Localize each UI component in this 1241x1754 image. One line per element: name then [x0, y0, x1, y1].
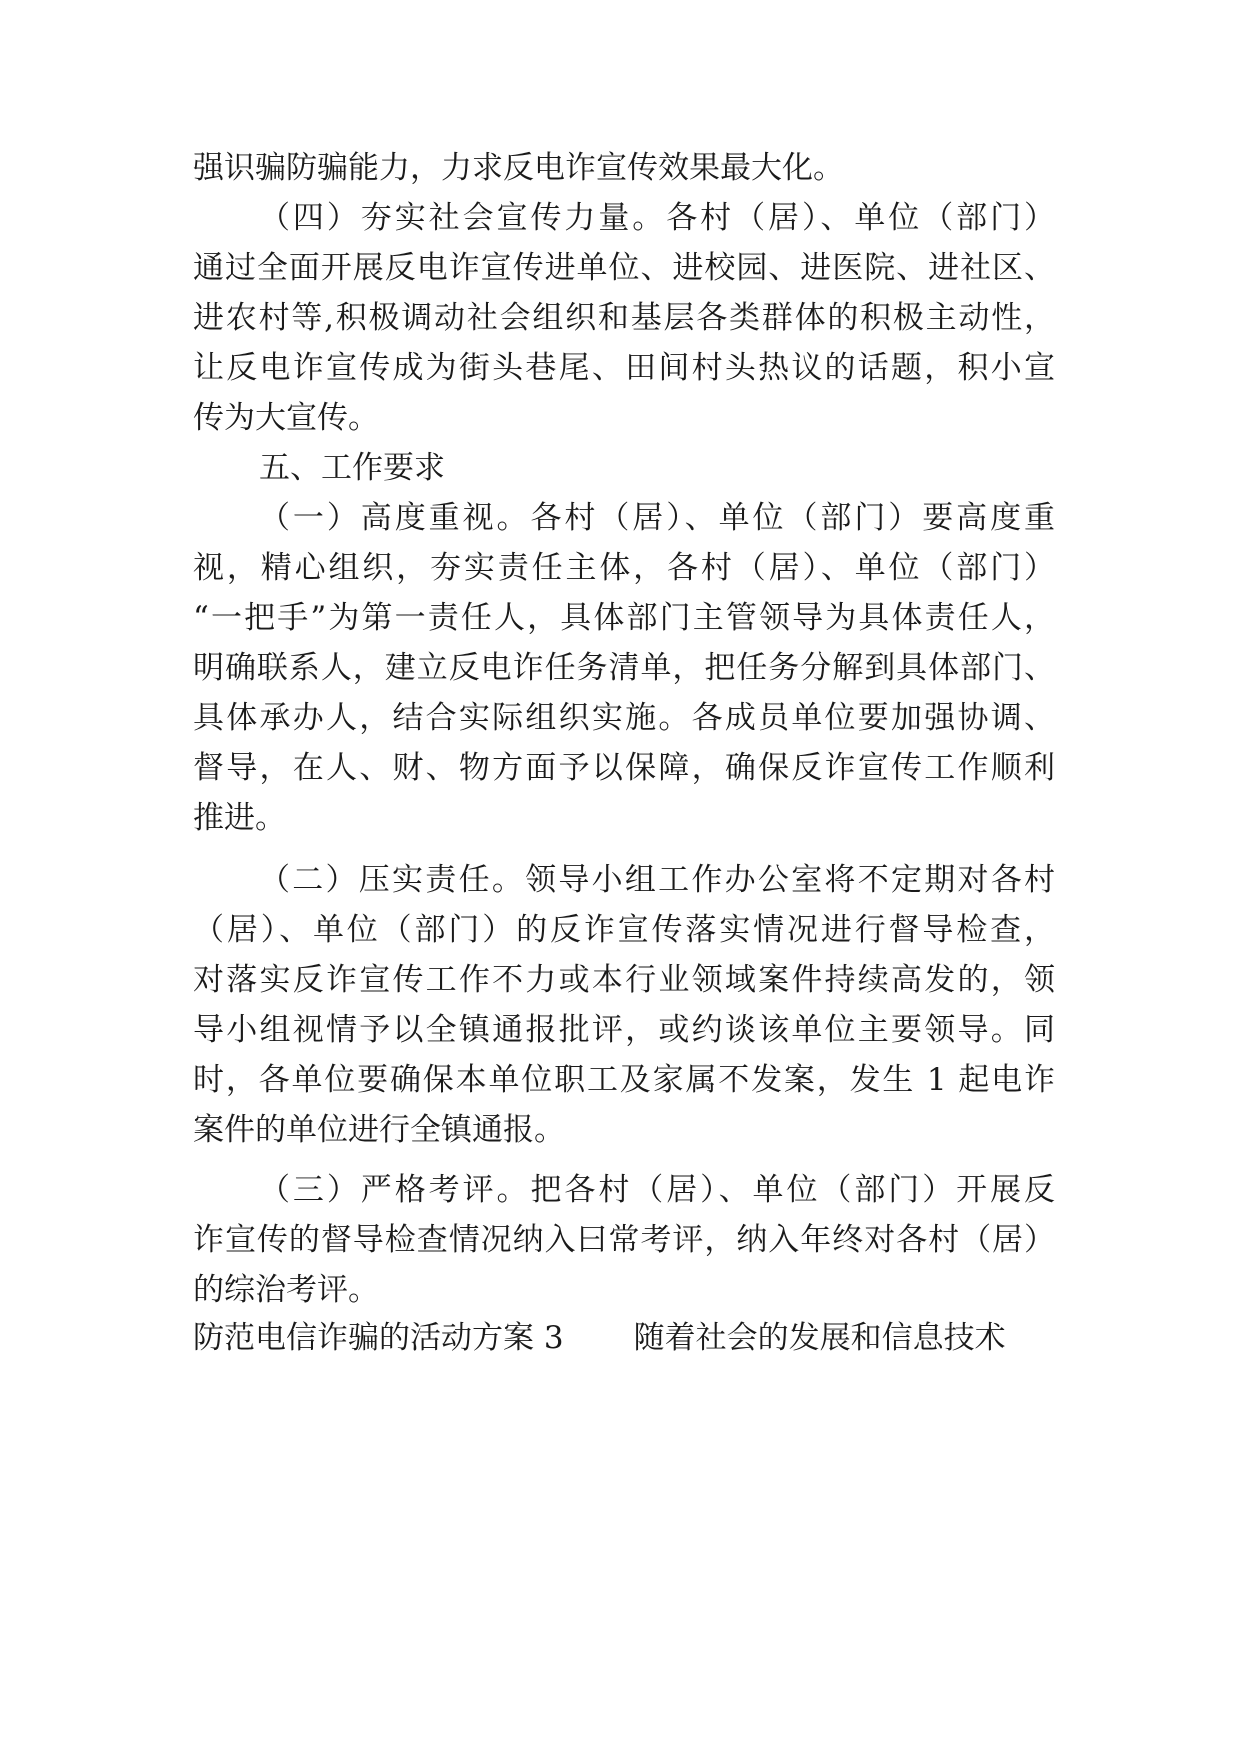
paragraph-line: 对落实反诈宣传工作不力或本行业领域案件持续高发的，领 — [193, 962, 1055, 998]
paragraph-line: 传为大宣传。 — [193, 400, 379, 436]
paragraph-line: 诈宣传的督导检查情况纳入曰常考评，纳入年终对各村（居） — [193, 1222, 1055, 1258]
next-document-title: 防范电信诈骗的活动方案 3 — [193, 1320, 564, 1356]
paragraph-line: 导小组视情予以全镇通报批评，或约谈该单位主要领导。同 — [193, 1012, 1055, 1048]
paragraph-line: 具体承办人，结合实际组织实施。各成员单位要加强协调、 — [193, 700, 1055, 736]
paragraph-line: （一）高度重视。各村（居）、单位（部门）要高度重 — [259, 500, 1055, 536]
paragraph-line: 的综治考评。 — [193, 1272, 379, 1308]
paragraph-line: 强识骗防骗能力，力求反电诈宣传效果最大化。 — [193, 150, 844, 186]
paragraph-line: （二）压实责任。领导小组工作办公室将不定期对各村 — [259, 862, 1055, 898]
paragraph-line: （居）、单位（部门）的反诈宣传落实情况进行督导检查， — [193, 912, 1055, 948]
paragraph-line: “一把手”为第一责任人，具体部门主管领导为具体责任人， — [193, 600, 1055, 636]
paragraph-line: 明确联系人，建立反电诈任务清单，把任务分解到具体部门、 — [193, 650, 1055, 686]
paragraph-line: （四）夯实社会宣传力量。各村（居）、单位（部门） — [259, 200, 1055, 236]
paragraph-line: 督导，在人、财、物方面予以保障，确保反诈宣传工作顺利 — [193, 750, 1055, 786]
next-document-continuation: 随着社会的发展和信息技术 — [633, 1320, 1006, 1356]
paragraph-line: 视，精心组织，夯实责任主体，各村（居）、单位（部门） — [193, 550, 1055, 586]
next-document-line — [193, 1318, 1055, 1358]
paragraph-line: 时，各单位要确保本单位职工及家属不发案，发生 1 起电诈 — [193, 1062, 1055, 1098]
section-heading: 五、工作要求 — [259, 450, 445, 486]
paragraph-line: 进农村等,积极调动社会组织和基层各类群体的积极主动性， — [193, 300, 1055, 336]
paragraph-line: （三）严格考评。把各村（居）、单位（部门）开展反 — [259, 1172, 1055, 1208]
paragraph-line: 通过全面开展反电诈宣传进单位、进校园、进医院、进社区、 — [193, 250, 1055, 286]
paragraph-line: 推进。 — [193, 800, 286, 836]
paragraph-line: 让反电诈宣传成为街头巷尾、田间村头热议的话题，积小宣 — [193, 350, 1055, 386]
paragraph-line: 案件的单位进行全镇通报。 — [193, 1112, 565, 1148]
